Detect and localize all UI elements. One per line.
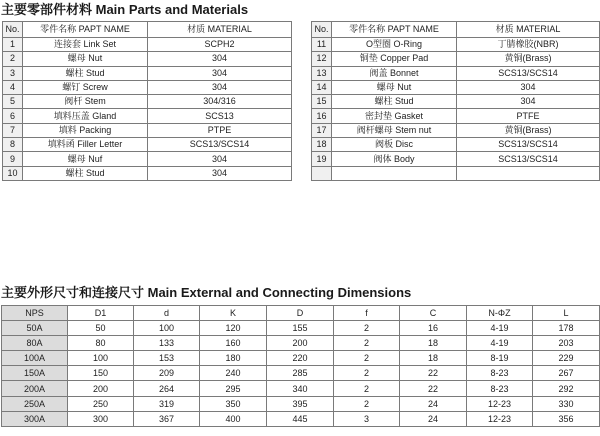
dims-value-cell: 3 xyxy=(334,411,400,426)
part-name-cell: 填料函 Filler Letter xyxy=(23,138,148,152)
dims-value-cell: 330 xyxy=(533,396,600,411)
dims-value-cell: 340 xyxy=(267,381,334,396)
dims-header-cell: K xyxy=(200,306,267,321)
dims-value-cell: 200 xyxy=(68,381,134,396)
header-material: 材质 MATERIAL xyxy=(457,22,600,38)
dims-value-cell: 4-19 xyxy=(467,321,533,336)
part-number-cell: 13 xyxy=(312,66,332,80)
dims-header-cell: f xyxy=(334,306,400,321)
dims-value-cell: 292 xyxy=(533,381,600,396)
part-number-cell: 19 xyxy=(312,152,332,166)
dims-value-cell: 133 xyxy=(134,336,200,351)
part-number-cell: 4 xyxy=(3,80,23,94)
dims-value-cell: 18 xyxy=(400,351,467,366)
dims-value-cell: 2 xyxy=(334,366,400,381)
dims-value-cell: 180 xyxy=(200,351,267,366)
header-part-name: 零件名称 PAPT NAME xyxy=(23,22,148,38)
nps-cell: 200A xyxy=(2,381,68,396)
table-row xyxy=(312,52,600,66)
dims-value-cell: 150 xyxy=(68,366,134,381)
dims-value-cell: 100 xyxy=(134,321,200,336)
part-name-cell: 连接套 Link Set xyxy=(23,38,148,52)
material-cell: 304 xyxy=(148,52,292,66)
table-header-row xyxy=(3,22,292,38)
dims-header-cell: D1 xyxy=(68,306,134,321)
dims-value-cell: 295 xyxy=(200,381,267,396)
dims-value-cell: 22 xyxy=(400,366,467,381)
nps-cell: 150A xyxy=(2,366,68,381)
dims-value-cell: 240 xyxy=(200,366,267,381)
dims-header-cell: C xyxy=(400,306,467,321)
part-name-cell: 铜垫 Copper Pad xyxy=(332,52,457,66)
part-name-cell: 阀杆 Stem xyxy=(23,95,148,109)
part-number-cell xyxy=(312,166,332,180)
part-name-cell: 螺母 Nut xyxy=(23,52,148,66)
dims-value-cell: 8-23 xyxy=(467,366,533,381)
dims-value-cell: 2 xyxy=(334,351,400,366)
part-number-cell: 3 xyxy=(3,66,23,80)
dims-value-cell: 229 xyxy=(533,351,600,366)
part-number-cell: 12 xyxy=(312,52,332,66)
dims-value-cell: 285 xyxy=(267,366,334,381)
dims-value-cell: 220 xyxy=(267,351,334,366)
dims-value-cell: 22 xyxy=(400,381,467,396)
dims-value-cell: 80 xyxy=(68,336,134,351)
dims-header-cell: NPS xyxy=(2,306,68,321)
material-cell: 黄铜(Brass) xyxy=(457,123,600,137)
dims-value-cell: 319 xyxy=(134,396,200,411)
table-row xyxy=(312,138,600,152)
material-cell: 304 xyxy=(148,80,292,94)
table-header-row xyxy=(2,306,600,321)
table-row xyxy=(312,109,600,123)
part-number-cell: 14 xyxy=(312,80,332,94)
table-row xyxy=(3,95,292,109)
dims-header-cell: D xyxy=(267,306,334,321)
part-number-cell: 5 xyxy=(3,95,23,109)
dims-value-cell: 160 xyxy=(200,336,267,351)
nps-cell: 300A xyxy=(2,411,68,426)
table-row xyxy=(2,396,600,411)
table-row xyxy=(3,166,292,180)
part-number-cell: 1 xyxy=(3,38,23,52)
dims-value-cell: 2 xyxy=(334,381,400,396)
dims-value-cell: 153 xyxy=(134,351,200,366)
part-name-cell: 螺柱 Stud xyxy=(23,166,148,180)
dims-value-cell: 50 xyxy=(68,321,134,336)
dims-value-cell: 300 xyxy=(68,411,134,426)
part-name-cell: 螺母 Nuf xyxy=(23,152,148,166)
dims-header-cell: L xyxy=(533,306,600,321)
part-number-cell: 15 xyxy=(312,95,332,109)
table-row xyxy=(312,38,600,52)
table-row xyxy=(3,152,292,166)
dims-value-cell: 2 xyxy=(334,396,400,411)
part-name-cell: 螺钉 Screw xyxy=(23,80,148,94)
table-row xyxy=(312,152,600,166)
table-row xyxy=(312,66,600,80)
parts-table-left xyxy=(2,21,292,181)
dims-value-cell: 350 xyxy=(200,396,267,411)
parts-table-right xyxy=(311,21,600,181)
dims-value-cell: 209 xyxy=(134,366,200,381)
dims-value-cell: 395 xyxy=(267,396,334,411)
part-number-cell: 16 xyxy=(312,109,332,123)
table-row xyxy=(3,109,292,123)
part-number-cell: 11 xyxy=(312,38,332,52)
dims-value-cell: 445 xyxy=(267,411,334,426)
material-cell xyxy=(457,166,600,180)
table-row xyxy=(2,336,600,351)
part-number-cell: 10 xyxy=(3,166,23,180)
dims-value-cell: 356 xyxy=(533,411,600,426)
material-cell: 304 xyxy=(457,95,600,109)
dims-value-cell: 367 xyxy=(134,411,200,426)
material-cell: SCS13 xyxy=(148,109,292,123)
part-name-cell: 密封垫 Gasket xyxy=(332,109,457,123)
dims-section-title: 主要外形尺寸和连接尺寸 Main External and Connecting Dimensions xyxy=(1,285,412,300)
dims-header-cell: d xyxy=(134,306,200,321)
table-row xyxy=(3,80,292,94)
table-row xyxy=(3,66,292,80)
header-no: No. xyxy=(312,22,332,38)
dims-value-cell: 264 xyxy=(134,381,200,396)
material-cell: 黄铜(Brass) xyxy=(457,52,600,66)
material-cell: SCS13/SCS14 xyxy=(148,138,292,152)
part-number-cell: 17 xyxy=(312,123,332,137)
part-name-cell: 阀盖 Bonnet xyxy=(332,66,457,80)
dims-value-cell: 203 xyxy=(533,336,600,351)
table-row xyxy=(312,123,600,137)
part-number-cell: 9 xyxy=(3,152,23,166)
part-name-cell: 阀板 Disc xyxy=(332,138,457,152)
dims-value-cell: 250 xyxy=(68,396,134,411)
header-no: No. xyxy=(3,22,23,38)
table-row xyxy=(2,321,600,336)
part-number-cell: 6 xyxy=(3,109,23,123)
dims-value-cell: 12-23 xyxy=(467,411,533,426)
material-cell: SCS13/SCS14 xyxy=(457,138,600,152)
dims-value-cell: 178 xyxy=(533,321,600,336)
dims-value-cell: 24 xyxy=(400,396,467,411)
material-cell: 304 xyxy=(148,66,292,80)
part-number-cell: 2 xyxy=(3,52,23,66)
nps-cell: 100A xyxy=(2,351,68,366)
table-row xyxy=(3,123,292,137)
part-name-cell: 阀杆螺母 Stem nut xyxy=(332,123,457,137)
table-row xyxy=(2,351,600,366)
table-row xyxy=(3,38,292,52)
material-cell: PTPE xyxy=(148,123,292,137)
table-row xyxy=(2,381,600,396)
material-cell: 304 xyxy=(148,166,292,180)
dims-value-cell: 2 xyxy=(334,321,400,336)
dims-value-cell: 200 xyxy=(267,336,334,351)
dims-value-cell: 100 xyxy=(68,351,134,366)
dims-value-cell: 400 xyxy=(200,411,267,426)
part-name-cell xyxy=(332,166,457,180)
table-row xyxy=(312,95,600,109)
table-row xyxy=(312,80,600,94)
material-cell: 丁腈橡胶(NBR) xyxy=(457,38,600,52)
nps-cell: 80A xyxy=(2,336,68,351)
header-part-name: 零件名称 PAPT NAME xyxy=(332,22,457,38)
table-row xyxy=(3,52,292,66)
table-header-row xyxy=(312,22,600,38)
part-number-cell: 7 xyxy=(3,123,23,137)
part-name-cell: 螺柱 Stud xyxy=(23,66,148,80)
table-row xyxy=(2,411,600,426)
table-row xyxy=(312,166,600,180)
material-cell: 304/316 xyxy=(148,95,292,109)
dims-value-cell: 24 xyxy=(400,411,467,426)
dims-value-cell: 8-23 xyxy=(467,381,533,396)
dims-value-cell: 267 xyxy=(533,366,600,381)
part-number-cell: 8 xyxy=(3,138,23,152)
part-name-cell: 螺柱 Stud xyxy=(332,95,457,109)
nps-cell: 250A xyxy=(2,396,68,411)
material-cell: PTFE xyxy=(457,109,600,123)
dims-value-cell: 4-19 xyxy=(467,336,533,351)
nps-cell: 50A xyxy=(2,321,68,336)
parts-section-title: 主要零部件材料 Main Parts and Materials xyxy=(1,2,249,17)
part-name-cell: 填料 Packing xyxy=(23,123,148,137)
material-cell: 304 xyxy=(148,152,292,166)
material-cell: SCPH2 xyxy=(148,38,292,52)
dims-header-cell: N-ΦZ xyxy=(467,306,533,321)
material-cell: SCS13/SCS14 xyxy=(457,66,600,80)
dims-value-cell: 8-19 xyxy=(467,351,533,366)
dimensions-table xyxy=(1,305,600,427)
material-cell: SCS13/SCS14 xyxy=(457,152,600,166)
part-name-cell: 填料压盖 Gland xyxy=(23,109,148,123)
part-name-cell: O型圈 O-Ring xyxy=(332,38,457,52)
dims-value-cell: 2 xyxy=(334,336,400,351)
header-material: 材质 MATERIAL xyxy=(148,22,292,38)
part-name-cell: 阀体 Body xyxy=(332,152,457,166)
table-row xyxy=(3,138,292,152)
table-row xyxy=(2,366,600,381)
dims-value-cell: 16 xyxy=(400,321,467,336)
material-cell: 304 xyxy=(457,80,600,94)
dims-value-cell: 120 xyxy=(200,321,267,336)
dims-value-cell: 12-23 xyxy=(467,396,533,411)
dims-value-cell: 155 xyxy=(267,321,334,336)
part-name-cell: 螺母 Nut xyxy=(332,80,457,94)
part-number-cell: 18 xyxy=(312,138,332,152)
dims-value-cell: 18 xyxy=(400,336,467,351)
